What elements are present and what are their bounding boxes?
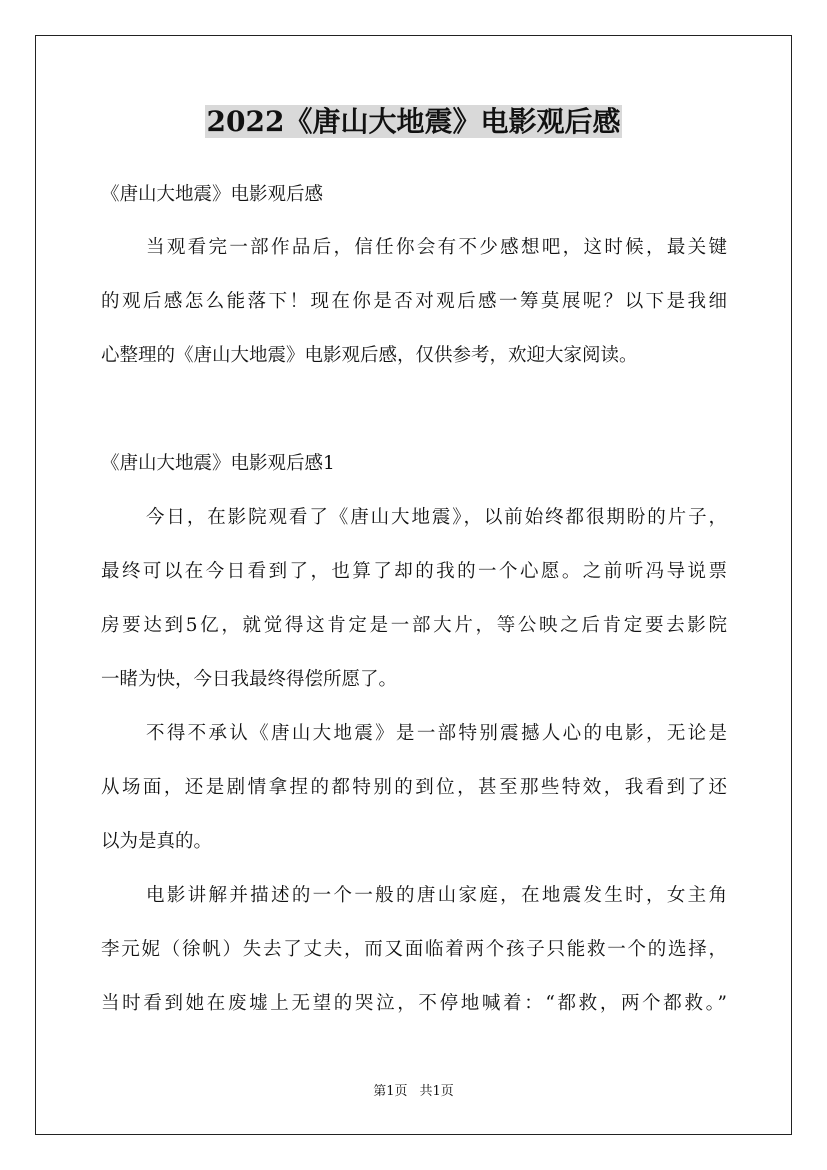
paragraph1-line-4: 一睹为快，今日我最终得偿所愿了。 <box>101 669 398 690</box>
paragraph1-line-3: 房要达到5亿，就觉得这肯定是一部大片，等公映之后肯定要去影院 <box>101 615 727 636</box>
page-number: 第1页 <box>373 1084 408 1099</box>
intro-line-1: 当观看完一部作品后，信任你会有不少感想吧，这时候，最关键 <box>146 237 727 258</box>
document-subtitle: 《唐山大地震》电影观后感 <box>101 184 324 205</box>
section-heading: 《唐山大地震》电影观后感1 <box>101 453 335 474</box>
intro-line-3: 心整理的《唐山大地震》电影观后感，仅供参考，欢迎大家阅读。 <box>101 345 638 366</box>
intro-line-2: 的观后感怎么能落下！现在你是否对观后感一筹莫展呢？以下是我细 <box>101 291 727 312</box>
paragraph1-line-1: 今日，在影院观看了《唐山大地震》，以前始终都很期盼的片子， <box>146 507 727 528</box>
document-title <box>0 102 827 142</box>
page-footer <box>0 1083 827 1101</box>
paragraph1-line-2: 最终可以在今日看到了，也算了却的我的一个心愿。之前听冯导说票 <box>101 561 727 582</box>
paragraph2-line-3: 以为是真的。 <box>101 831 213 852</box>
paragraph2-line-1: 不得不承认《唐山大地震》是一部特别震撼人心的电影，无论是 <box>146 723 727 744</box>
paragraph2-line-2: 从场面，还是剧情拿捏的都特别的到位，甚至那些特效，我看到了还 <box>101 777 727 798</box>
paragraph3-line-3: 当时看到她在废墟上无望的哭泣，不停地喊着：“都救，两个都救。” <box>101 993 727 1014</box>
document-title-text: 2022《唐山大地震》电影观后感 <box>206 105 621 138</box>
paragraph3-line-1: 电影讲解并描述的一个一般的唐山家庭，在地震发生时，女主角 <box>146 885 727 906</box>
page-total: 共1页 <box>419 1084 454 1099</box>
paragraph3-line-2: 李元妮（徐帆）失去了丈夫，而又面临着两个孩子只能救一个的选择， <box>101 939 727 960</box>
